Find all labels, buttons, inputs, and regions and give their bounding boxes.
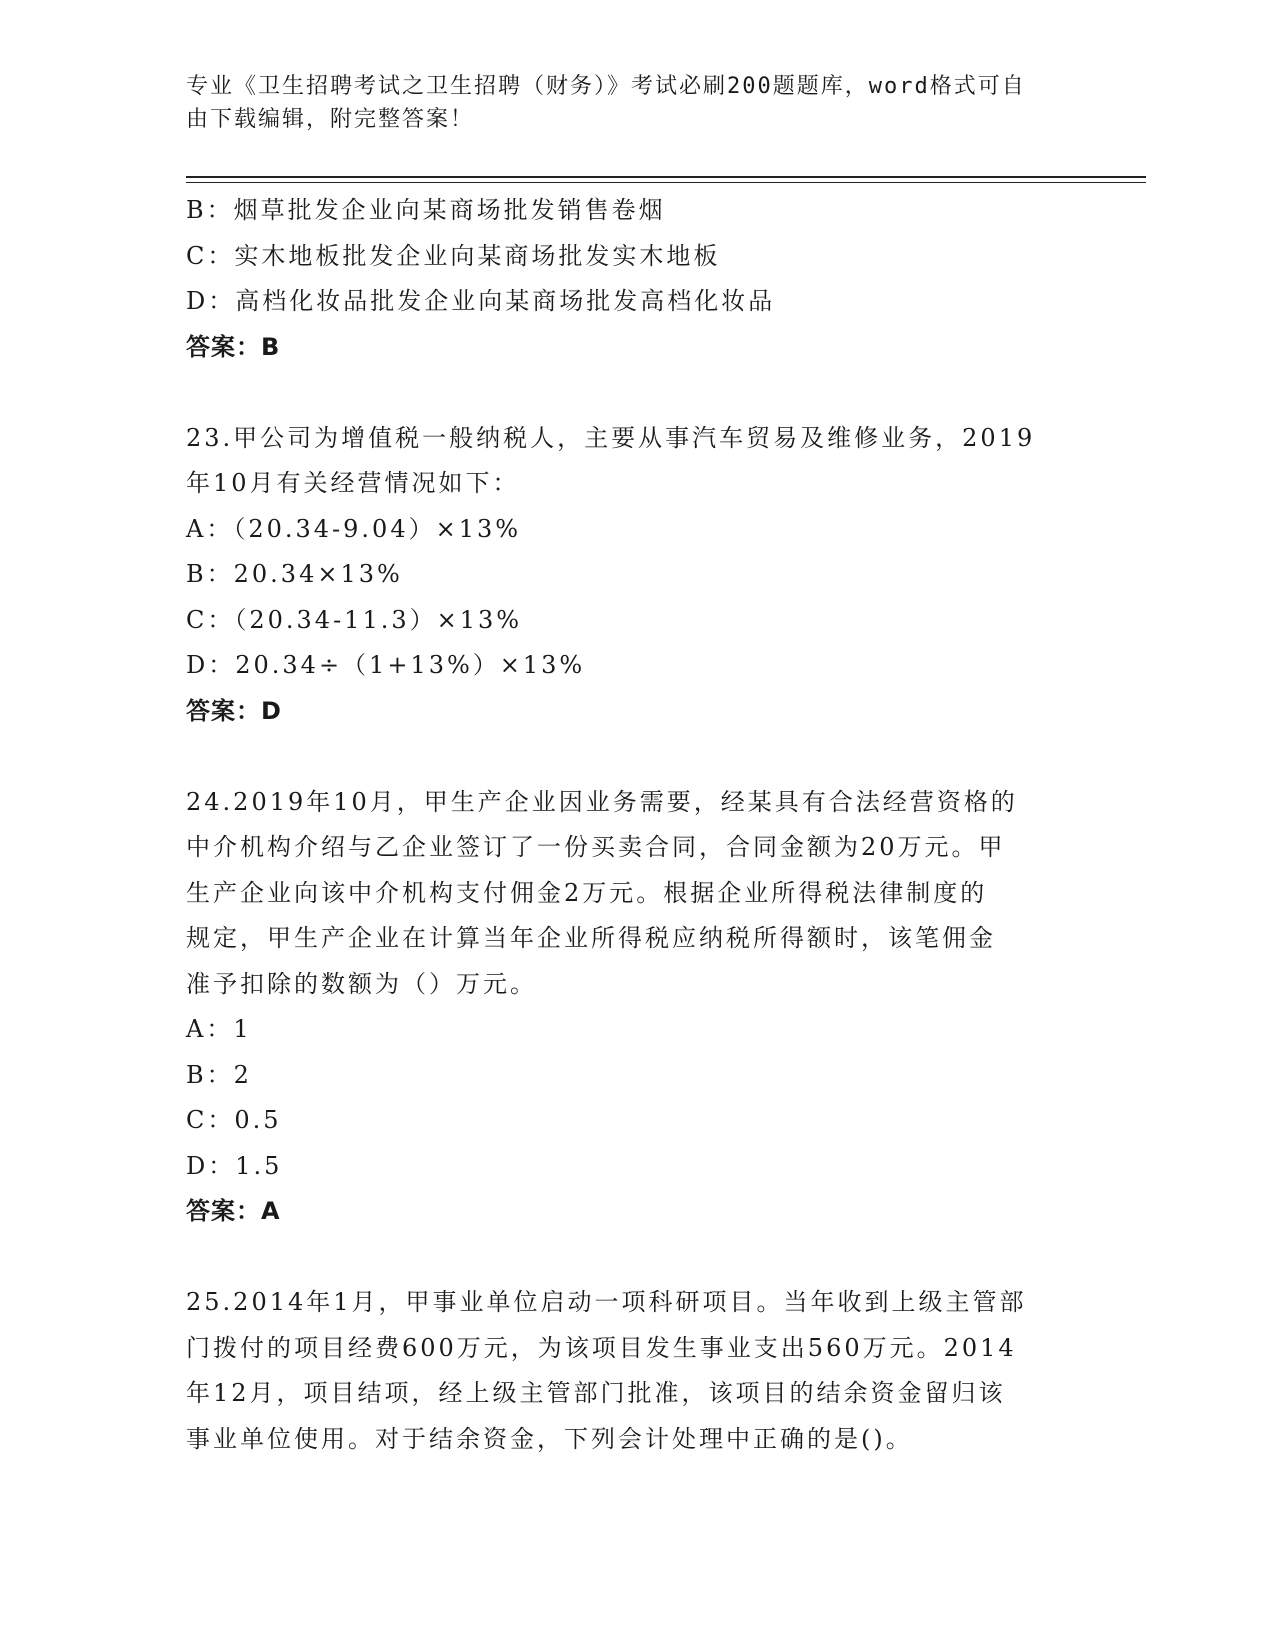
question-24 <box>186 780 1086 1235</box>
header-line-2: 由下载编辑，附完整答案！ <box>186 107 475 132</box>
question-text-line: 规定，甲生产企业在计算当年企业所得税应纳税所得额时，该笔佣金 <box>186 924 996 952</box>
option-a: A：1 <box>186 1015 252 1043</box>
option-d: D：高档化妆品批发企业向某商场批发高档化妆品 <box>186 287 776 315</box>
option-d: D：20.34÷（1+13%）×13% <box>186 651 586 679</box>
question-25 <box>186 1280 1086 1462</box>
question-text-line: 事业单位使用。对于结余资金，下列会计处理中正确的是()。 <box>186 1424 913 1453</box>
question-text-line: 门拨付的项目经费600万元，为该项目发生事业支出560万元。2014 <box>186 1333 1017 1362</box>
header-line-1: 专业《卫生招聘考试之卫生招聘（财务）》考试必刷200题题库，word格式可自 <box>186 74 1026 99</box>
document-body <box>186 188 1086 1462</box>
question-text-line: 年12月，项目结项，经上级主管部门批准，该项目的结余资金留归该 <box>186 1379 1006 1407</box>
question-text-line: 年10月有关经营情况如下： <box>186 469 520 497</box>
option-c: C：0.5 <box>186 1106 282 1134</box>
option-a: A：（20.34-9.04）×13% <box>186 514 522 543</box>
answer-line: 答案：D <box>186 696 282 725</box>
spacer <box>186 1235 1086 1281</box>
question-22-tail <box>186 188 1086 370</box>
option-b: B：2 <box>186 1060 252 1089</box>
option-c: C：（20.34-11.3）×13% <box>186 605 523 634</box>
option-b: B：烟草批发企业向某商场批发销售卷烟 <box>186 196 666 224</box>
spacer <box>186 370 1086 416</box>
question-text-line: 23.甲公司为增值税一般纳税人，主要从事汽车贸易及维修业务，2019 <box>186 423 1036 452</box>
option-d: D：1.5 <box>186 1151 283 1180</box>
question-text-line: 25.2014年1月，甲事业单位启动一项科研项目。当年收到上级主管部 <box>186 1288 1027 1316</box>
option-b: B：20.34×13% <box>186 560 403 588</box>
option-c: C：实木地板批发企业向某商场批发实木地板 <box>186 241 721 270</box>
answer-line: 答案：A <box>186 1197 281 1225</box>
question-text-line: 中介机构介绍与乙企业签订了一份买卖合同，合同金额为20万元。甲 <box>186 833 1006 861</box>
question-text-line: 24.2019年10月，甲生产企业因业务需要，经某具有合法经营资格的 <box>186 787 1018 816</box>
header-divider-thick <box>186 176 1146 178</box>
question-23 <box>186 416 1086 735</box>
question-text-line: 生产企业向该中介机构支付佣金2万元。根据企业所得税法律制度的 <box>186 878 988 907</box>
answer-line: 答案：B <box>186 332 281 361</box>
spacer <box>186 734 1086 780</box>
question-text-line: 准予扣除的数额为（）万元。 <box>186 969 537 998</box>
document-header <box>186 70 1066 136</box>
header-divider-thin <box>186 182 1146 183</box>
